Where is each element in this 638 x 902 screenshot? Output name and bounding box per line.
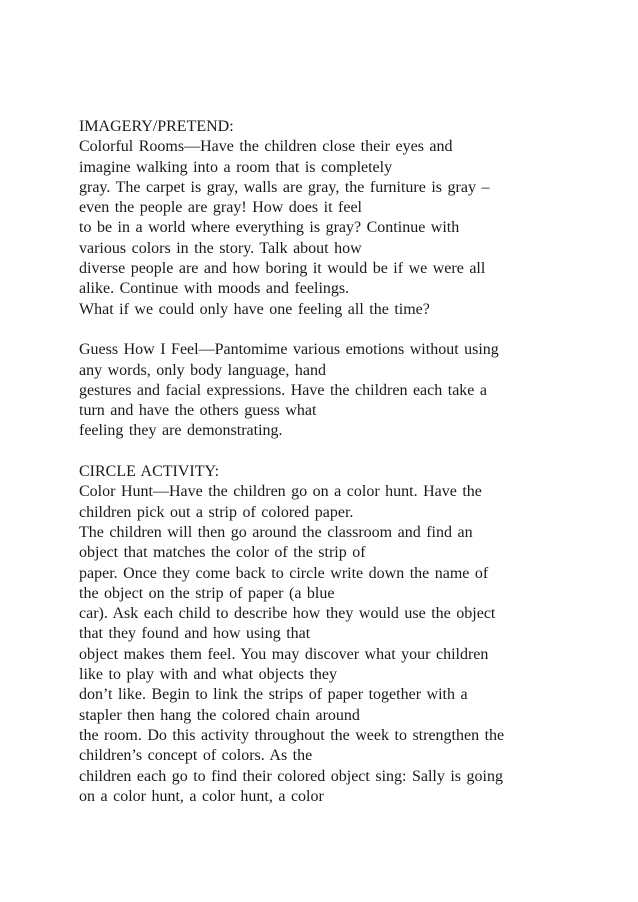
text-line: don’t like. Begin to link the strips of paper together with a [79, 686, 468, 704]
text-line: stapler then hang the colored chain around [79, 706, 360, 724]
text-line: like to play with and what objects they [79, 666, 337, 684]
text-line: paper. Once they come back to circle write down the name of [79, 564, 489, 582]
text-line: gestures and facial expressions. Have the children each take a [79, 381, 487, 399]
text-line: various colors in the story. Talk about how [79, 239, 362, 257]
paragraph-imagery [79, 117, 619, 320]
section-heading-circle-activity: CIRCLE ACTIVITY: [79, 463, 220, 481]
text-line: car). Ask each child to describe how they would use the object [79, 605, 496, 623]
text-line: Colorful Rooms—Have the children close their eyes and [79, 138, 453, 156]
text-line: turn and have the others guess what [79, 402, 317, 420]
text-line: gray. The carpet is gray, walls are gray, the furniture is gray – [79, 178, 490, 196]
text-line: Color Hunt—Have the children go on a color hunt. Have the [79, 483, 482, 501]
text-line: object that matches the color of the strip of [79, 544, 366, 562]
text-line: feeling they are demonstrating. [79, 422, 283, 440]
section-heading-imagery: IMAGERY/PRETEND: [79, 118, 234, 135]
text-line: object makes them feel. You may discover what your children [79, 645, 489, 663]
text-line: Guess How I Feel—Pantomime various emotions without using [79, 341, 499, 359]
text-line: on a color hunt, a color hunt, a color [79, 787, 324, 805]
paragraph-gap [79, 442, 619, 462]
text-line: that they found and how using that [79, 625, 311, 643]
text-line: imagine walking into a room that is completely [79, 158, 393, 176]
text-line: the object on the strip of paper (a blue [79, 584, 335, 602]
text-line: diverse people are and how boring it would be if we were all [79, 260, 486, 278]
text-line: The children will then go around the classroom and find an [79, 523, 473, 541]
paragraph-circle-activity [79, 462, 619, 807]
text-line: What if we could only have one feeling all the time? [79, 300, 430, 318]
text-line: even the people are gray! How does it feel [79, 199, 362, 217]
text-line: to be in a world where everything is gray? Continue with [79, 219, 460, 237]
paragraph-gap [79, 320, 619, 340]
text-line: children each go to find their colored object sing: Sally is going [79, 767, 503, 785]
text-line: children pick out a strip of colored paper. [79, 503, 354, 521]
text-line: alike. Continue with moods and feelings. [79, 280, 350, 298]
text-line: the room. Do this activity throughout the week to strengthen the [79, 726, 505, 744]
document-text [79, 117, 619, 807]
paragraph-guess-how-i-feel [79, 340, 619, 441]
text-line: any words, only body language, hand [79, 361, 327, 379]
text-line: children’s concept of colors. As the [79, 747, 313, 765]
